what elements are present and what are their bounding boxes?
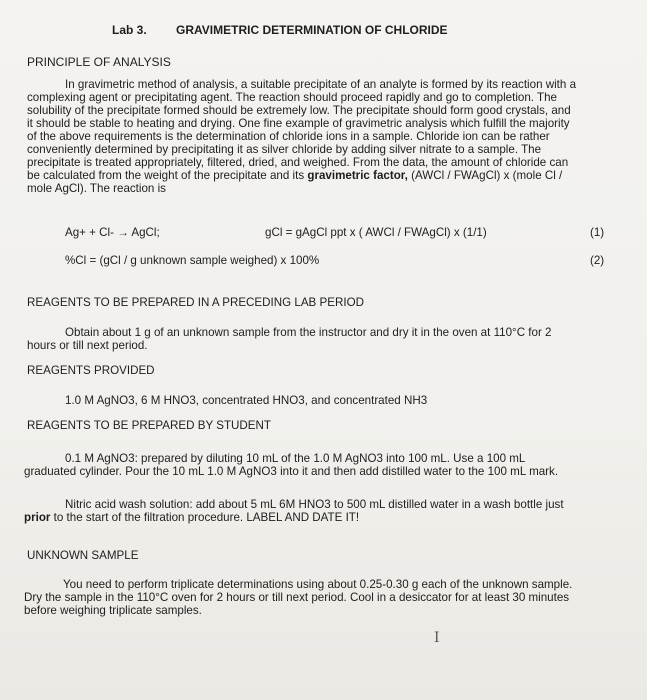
reagents-preceding-heading: REAGENTS TO BE PREPARED IN A PRECEDING LAB PERIOD <box>27 296 364 309</box>
reagents-student-heading: REAGENTS TO BE PREPARED BY STUDENT <box>27 419 271 432</box>
agno3-line: 0.1 M AgNO3: prepared by diluting 10 mL of the 1.0 M AgNO3 into 100 mL. Use a 100 mL <box>65 452 526 465</box>
principle-line: complexing agent or precipitating agent. The reaction should proceed rapidly and go to completion. The <box>27 91 558 104</box>
principle-line: conveniently determined by precipitating it as silver chloride by adding silver nitrate to a sample. The <box>27 143 542 156</box>
nitric-acid-line-rest: to the start of the filtration procedure. LABEL AND DATE IT! <box>53 511 360 524</box>
equation-1-formula: gCl = gAgCl ppt x ( AWCl / FWAgCl) x (1/1) <box>265 226 487 239</box>
principle-line: precipitate is treated appropriately, filtered, dried, and weighed. From the data, the amount of chloride can <box>27 156 569 169</box>
unknown-sample-line: before weighing triplicate samples. <box>24 604 202 617</box>
lab-number: Lab 3. <box>112 23 147 37</box>
unknown-sample-heading: UNKNOWN SAMPLE <box>27 549 139 562</box>
prior-emphasis: prior <box>24 511 51 524</box>
principle-line: mole AgCl). The reaction is <box>27 182 166 195</box>
principle-line: it should be stable to heating and drying. One fine example of gravimetric analysis which fulfill the majority <box>27 117 570 130</box>
principle-line: solubility of the precipitate formed should be extremely low. The precipitate should form good crystals, and <box>27 104 571 117</box>
page-title: GRAVIMETRIC DETERMINATION OF CHLORIDE <box>176 23 448 37</box>
reagents-provided-line: 1.0 M AgNO3, 6 M HNO3, concentrated HNO3, and concentrated NH3 <box>65 394 428 407</box>
nitric-acid-line: Nitric acid wash solution: add about 5 mL 6M HNO3 to 500 mL distilled water in a wash bottle just <box>65 498 564 511</box>
unknown-sample-line: Dry the sample in the 110°C oven for 2 hours or till next period. Cool in a desiccator for at least 30 minutes <box>24 591 570 604</box>
text-cursor-icon: I <box>434 630 440 646</box>
equation-1-reaction: Ag+ + Cl- → AgCl; <box>65 226 160 239</box>
principle-line: of the above requirements is the determination of chloride ions in a sample. Chloride ion can be rather <box>27 130 550 143</box>
unknown-sample-line: You need to perform triplicate determinations using about 0.25-0.30 g each of the unknown sample. <box>63 578 573 591</box>
agno3-line: graduated cylinder. Pour the 10 mL 1.0 M AgNO3 into it and then add distilled water to the 100 mL mark. <box>24 465 559 478</box>
principle-line: In gravimetric method of analysis, a suitable precipitate of an analyte is formed by its reaction with a <box>65 78 577 91</box>
reagents-preceding-line: Obtain about 1 g of an unknown sample from the instructor and dry it in the oven at 110°C for 2 <box>65 326 552 339</box>
equation-2-formula: %Cl = (gCl / g unknown sample weighed) x 100% <box>65 254 320 267</box>
principle-heading: PRINCIPLE OF ANALYSIS <box>27 55 171 69</box>
reagents-preceding-line: hours or till next period. <box>27 339 148 352</box>
principle-line: be calculated from the weight of the precipitate and its gravimetric factor, (AWCl / FWAgCl) x (mole Cl / <box>27 169 563 182</box>
equation-1-number: (1) <box>590 226 605 239</box>
reagents-provided-heading: REAGENTS PROVIDED <box>27 364 155 377</box>
gravimetric-factor-emphasis: gravimetric factor, <box>307 169 408 182</box>
nitric-acid-line <box>24 511 359 524</box>
equation-2-number: (2) <box>590 254 605 267</box>
